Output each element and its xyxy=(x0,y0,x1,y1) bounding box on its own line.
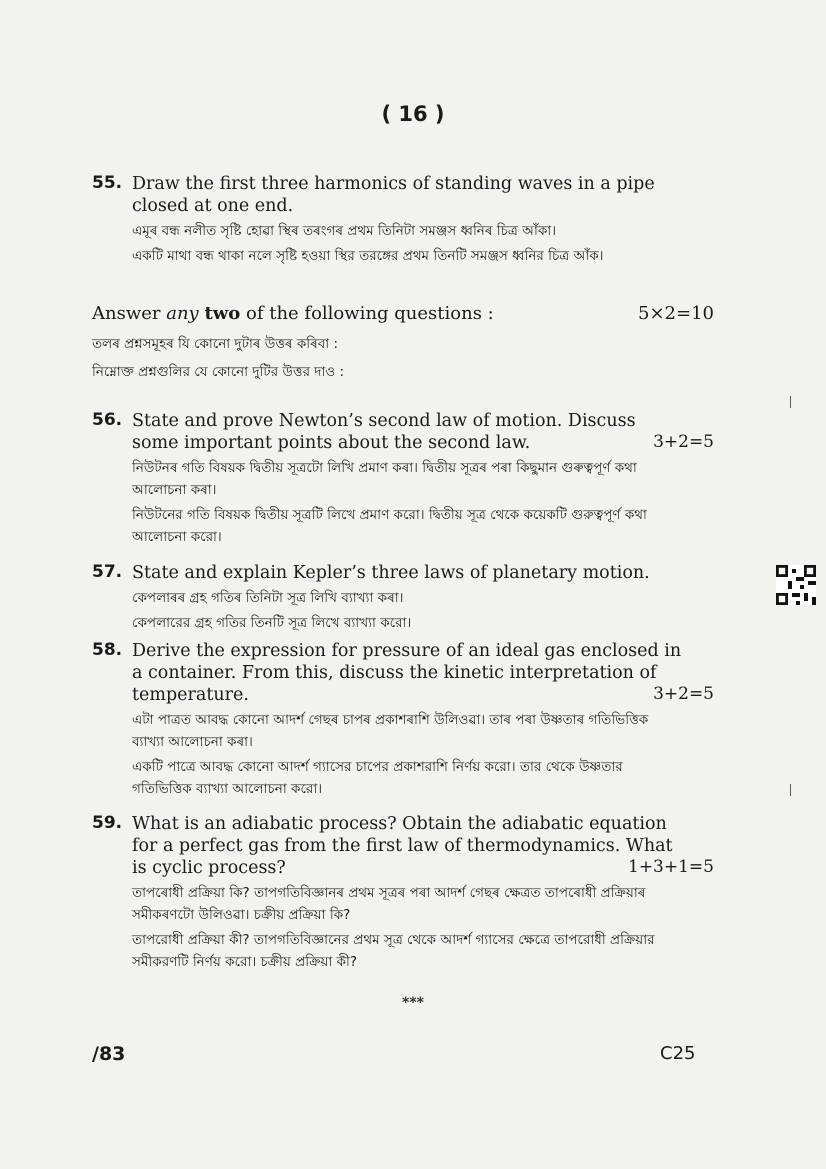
page-number: ( 16 ) xyxy=(381,102,445,126)
question-english: Draw the first three harmonics of standing waves in a pipe closed at one end. xyxy=(132,174,655,216)
question-number: 57. xyxy=(92,562,123,582)
question-marks: 1+3+1=5 xyxy=(628,857,714,877)
question-56 xyxy=(92,410,714,548)
question-marks: 3+2=5 xyxy=(653,684,714,704)
footer-right-code: C25 xyxy=(660,1043,696,1064)
question-bengali: কেপলারের গ্রহ গতির তিনটি সূত্র লিখে ব্যাখ্যা করো। xyxy=(132,615,412,631)
question-number: 59. xyxy=(92,813,123,833)
question-number: 55. xyxy=(92,173,123,193)
qr-code-icon xyxy=(776,565,816,605)
question-assamese: তাপৰোধী প্ৰক্ৰিয়া কি? তাপগতিবিজ্ঞানৰ প্ৰথম সূত্ৰৰ পৰা আদৰ্শ গেছৰ ক্ষেত্ৰত তাপৰোধী প্ৰক্ৰিয়াৰ সমীকৰণটো উলিওৱা। চক্ৰীয় প্ৰক্ৰিয়া কি? xyxy=(132,885,646,923)
end-stars: *** xyxy=(402,995,424,1011)
question-59 xyxy=(92,813,714,973)
question-bengali: নিউটনের গতি বিষয়ক দ্বিতীয় সূত্রটি লিখে প্রমাণ করো। দ্বিতীয় সূত্র থেকে কয়েকটি গুরুত্বপূর্ণ কথা আলোচনা করো। xyxy=(132,507,647,545)
instruction-bengali: নিম্নোক্ত প্রশ্নগুলির যে কোনো দুটির উত্তর দাও : xyxy=(92,364,345,380)
question-marks: 3+2=5 xyxy=(653,432,714,452)
question-english: State and explain Kepler’s three laws of planetary motion. xyxy=(132,563,650,583)
question-english: What is an adiabatic process? Obtain the adiabatic equation for a perfect gas from the first law of thermodynamics. What is cyclic process? xyxy=(132,814,673,878)
instruction-assamese: তলৰ প্ৰশ্নসমূহৰ যি কোনো দুটাৰ উত্তৰ কৰিবা : xyxy=(92,336,339,352)
question-assamese: কেপলাৰৰ গ্ৰহ গতিৰ তিনিটা সূত্ৰ লিখি ব্যাখ্যা কৰা। xyxy=(132,590,404,606)
question-55 xyxy=(92,173,682,267)
question-bengali: একটি পাত্রে আবদ্ধ কোনো আদর্শ গ্যাসের চাপের প্রকাশরাশি নির্ণয় করো। তার থেকে উষ্ণতার গতিভিত্তিক ব্যাখ্যা আলোচনা করো। xyxy=(132,759,623,797)
question-57 xyxy=(92,562,682,634)
question-number: 56. xyxy=(92,410,123,430)
footer-left-code: /83 xyxy=(92,1043,126,1065)
margin-mark xyxy=(790,784,791,796)
question-58 xyxy=(92,640,714,800)
question-assamese: এমূৰ বন্ধ নলীত সৃষ্টি হোৱা স্থিৰ তৰংগৰ প্ৰথম তিনিটা সমঞ্জস ধ্বনিৰ চিত্ৰ আঁকা। xyxy=(132,223,557,239)
question-number: 58. xyxy=(92,640,123,660)
instruction-block xyxy=(92,303,714,383)
question-english: State and prove Newton’s second law of motion. Discuss some important points about the second law. xyxy=(132,411,636,453)
question-english: Derive the expression for pressure of an ideal gas enclosed in a container. From this, discuss the kinetic interpretation of temperature. xyxy=(132,641,682,705)
instruction-english: Answer any two of the following questions : xyxy=(92,303,494,324)
question-assamese: নিউটনৰ গতি বিষয়ক দ্বিতীয় সূত্ৰটো লিখি প্ৰমাণ কৰা। দ্বিতীয় সূত্ৰৰ পৰা কিছুমান গুৰুত্বপূৰ্ণ কথা আলোচনা কৰা। xyxy=(132,460,637,498)
question-bengali: একটি মাথা বন্ধ থাকা নলে সৃষ্টি হওয়া স্থির তরঙ্গের প্রথম তিনটি সমঞ্জস ধ্বনির চিত্র আঁক। xyxy=(132,248,604,264)
margin-mark xyxy=(790,396,791,408)
question-assamese: এটা পাত্ৰত আবদ্ধ কোনো আদৰ্শ গেছৰ চাপৰ প্ৰকাশৰাশি উলিওৱা। তাৰ পৰা উষ্ণতাৰ গতিভিত্তিক ব্যাখ্যা আলোচনা কৰা। xyxy=(132,712,649,750)
question-bengali: তাপরোধী প্রক্রিয়া কী? তাপগতিবিজ্ঞানের প্রথম সূত্র থেকে আদর্শ গ্যাসের ক্ষেত্রে তাপরোধী প্রক্রিয়ার সমীকরণটি নির্ণয় করো। চক্রীয় প্রক্রিয়া কী? xyxy=(132,932,655,970)
instruction-marks: 5×2=10 xyxy=(638,303,714,324)
